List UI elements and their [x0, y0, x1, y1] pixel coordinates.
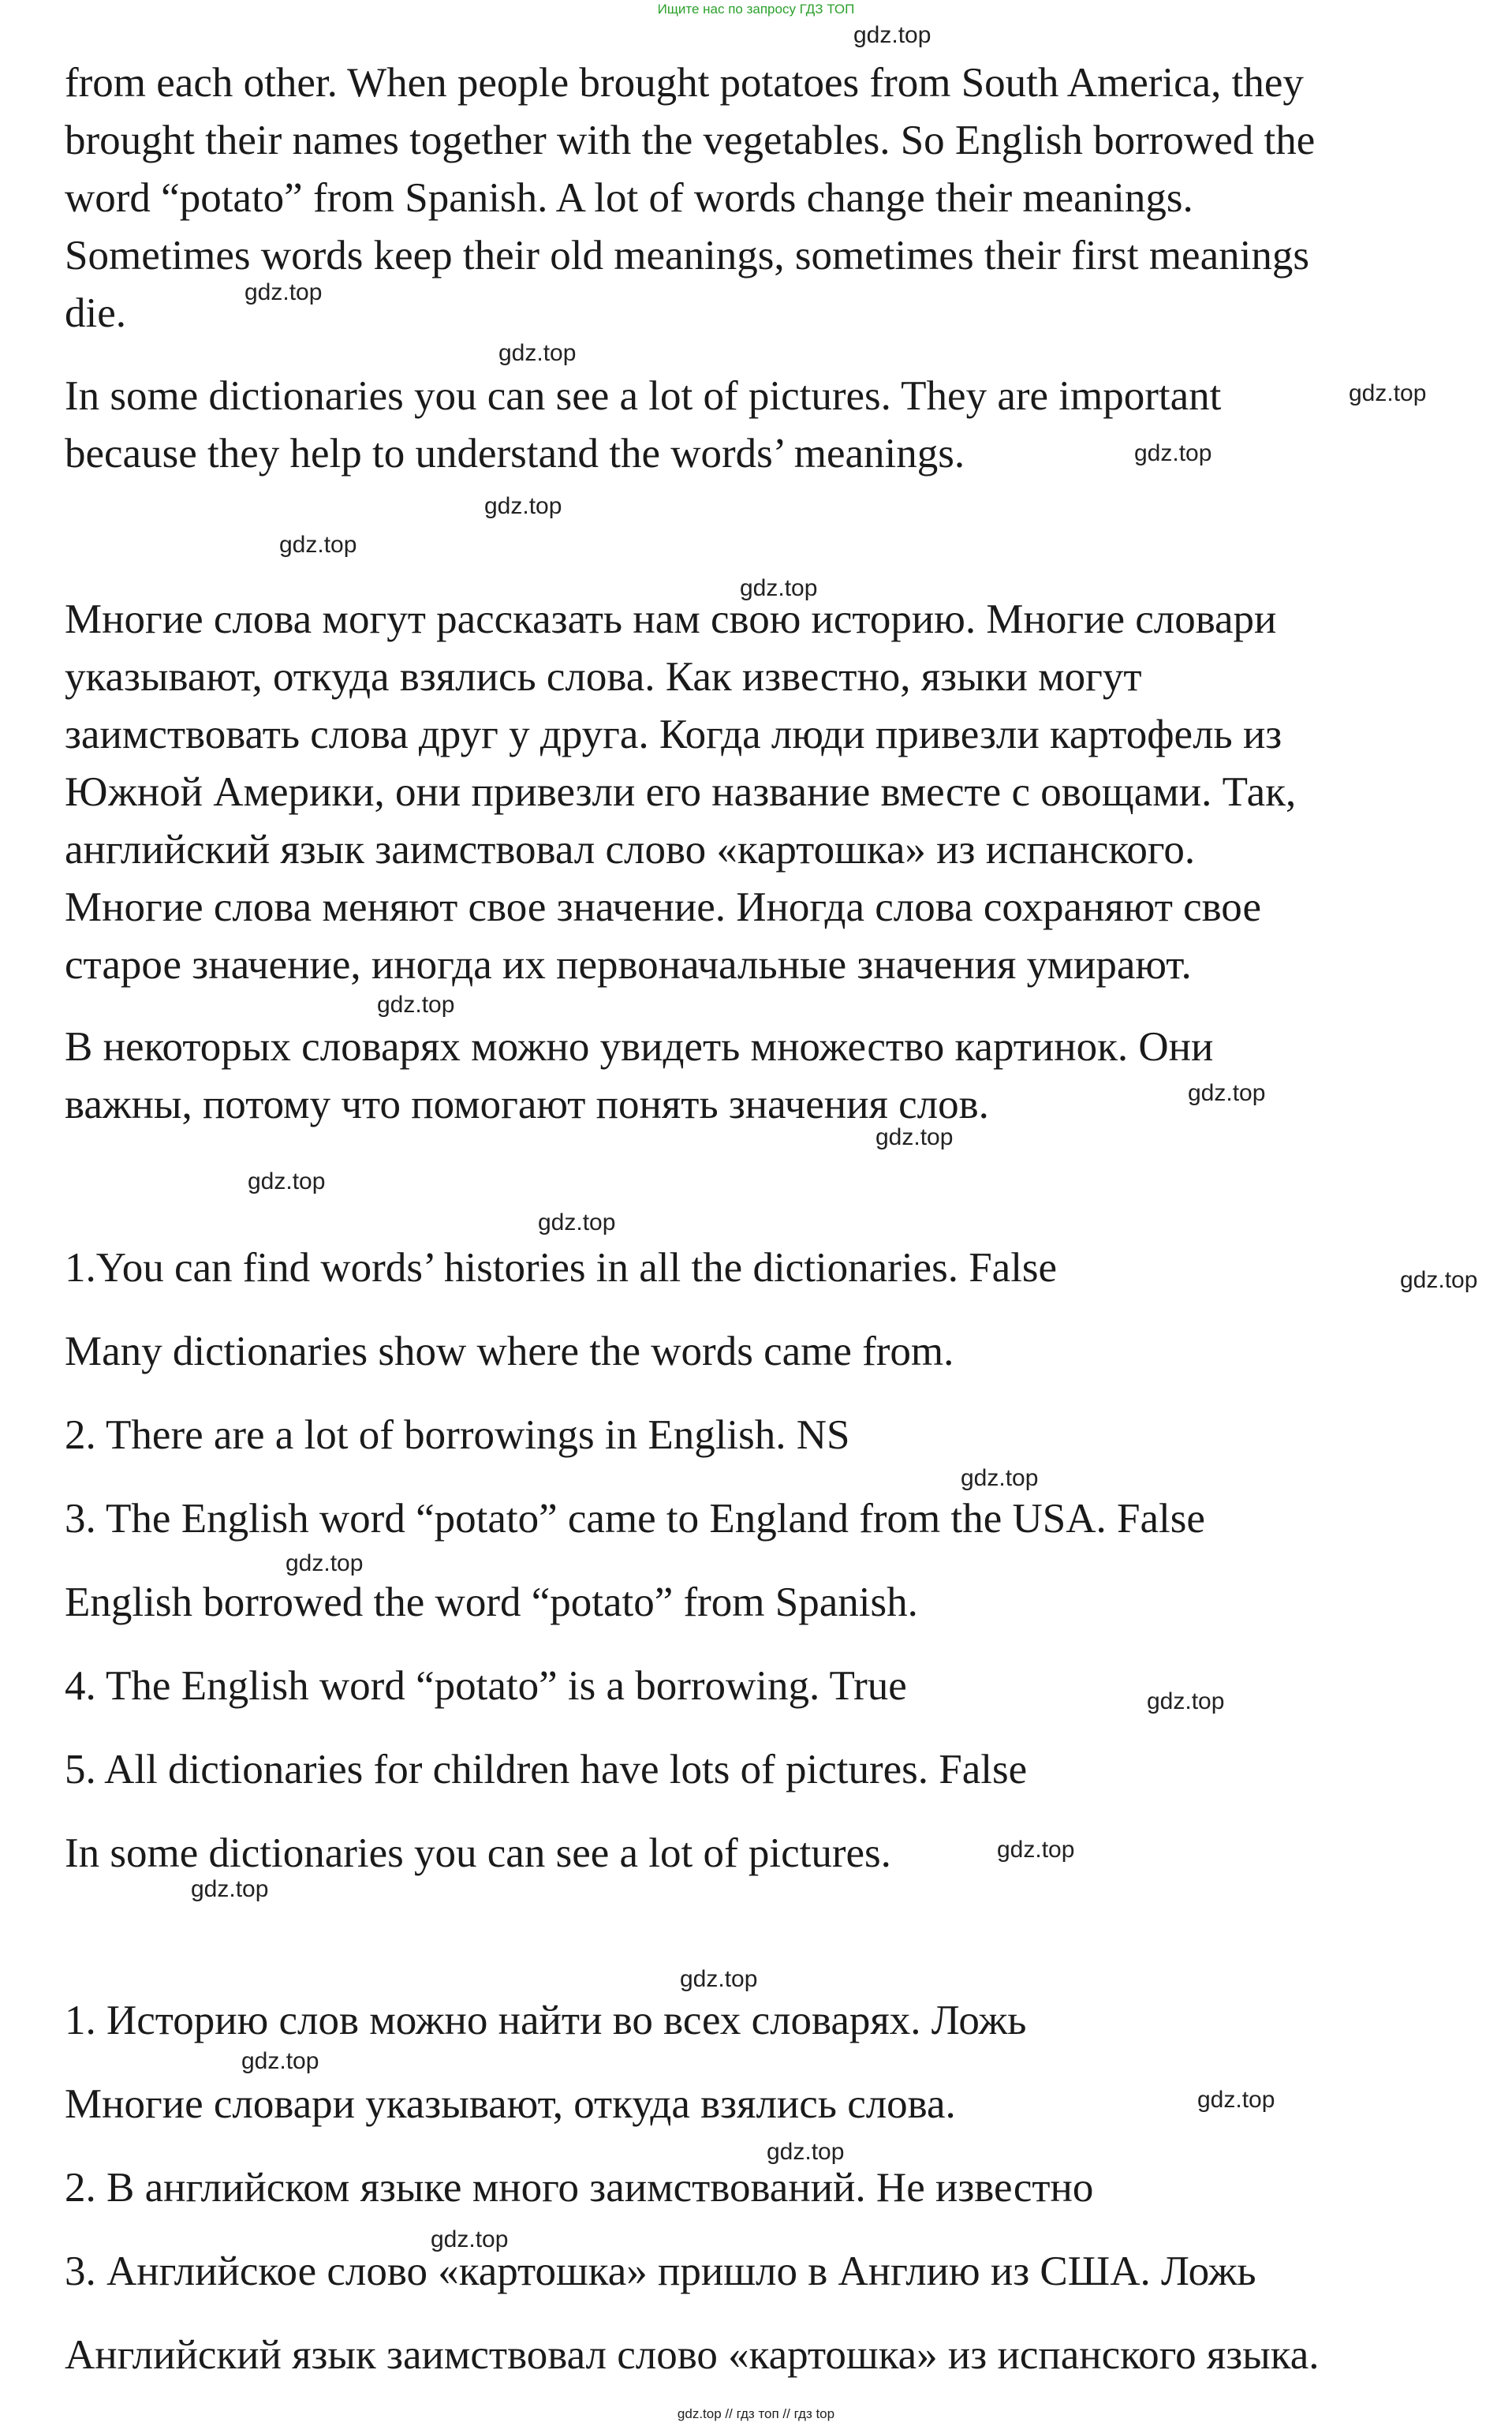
answer-en-line: In some dictionaries you can see a lot of pictures. [65, 1830, 891, 1876]
answer-en-line: English borrowed the word “potato” from Spanish. [65, 1579, 918, 1625]
watermark: gdz.top [961, 1465, 1039, 1491]
answer-en-line: 5. All dictionaries for children have lots of pictures. False [65, 1747, 1028, 1792]
answer-en-line: 1.You can find words’ histories in all the dictionaries. False [65, 1245, 1058, 1291]
watermark: gdz.top [1134, 440, 1212, 466]
russian-text-line: английский язык заимствовал слово «картошка» из испанского. [65, 827, 1196, 873]
watermark: gdz.top [538, 1209, 616, 1235]
watermark: gdz.top [875, 1124, 954, 1150]
watermark: gdz.top [279, 532, 357, 558]
watermark: gdz.top [997, 1837, 1075, 1863]
answer-ru-line: 3. Английское слово «картошка» пришло в Англию из США. Ложь [65, 2248, 1256, 2294]
answer-en-line: 2. There are a lot of borrowings in English. NS [65, 1412, 850, 1458]
english-text-line: from each other. When people brought potatoes from South America, they [65, 60, 1304, 106]
watermark: gdz.top [740, 575, 818, 601]
english-text-line: brought their names together with the vegetables. So English borrowed the [65, 118, 1316, 163]
english-text-line: Sometimes words keep their old meanings, sometimes their first meanings [65, 233, 1309, 278]
watermark: gdz.top [680, 1966, 758, 1992]
watermark: gdz.top [191, 1876, 269, 1902]
answer-ru-line: Многие словари указывают, откуда взялись слова. [65, 2081, 956, 2127]
watermark: gdz.top [431, 2226, 509, 2252]
watermark: gdz.top [245, 279, 323, 305]
answer-en-line: 3. The English word “potato” came to England from the USA. False [65, 1496, 1205, 1542]
russian-text-line: указывают, откуда взялись слова. Как известно, языки могут [65, 654, 1142, 700]
russian-text-line: В некоторых словарях можно увидеть множество картинок. Они [65, 1024, 1214, 1070]
russian-text-line: Многие слова меняют свое значение. Иногда слова сохраняют свое [65, 884, 1261, 930]
watermark: gdz.top [286, 1550, 364, 1576]
russian-text-line: важны, потому что помогают понять значения слов. [65, 1082, 989, 1127]
watermark: gdz.top [1188, 1080, 1266, 1106]
watermark: gdz.top [484, 493, 562, 519]
watermark: gdz.top [853, 22, 931, 48]
watermark: gdz.top [767, 2139, 845, 2165]
watermark: gdz.top [1197, 2087, 1275, 2113]
english-text-line: die. [65, 290, 126, 336]
russian-text-line: старое значение, иногда их первоначальные значения умирают. [65, 942, 1192, 988]
answer-ru-line: 1. Историю слов можно найти во всех словарях. Ложь [65, 1998, 1027, 2043]
answer-en-line: Many dictionaries show where the words came from. [65, 1329, 954, 1374]
english-text-line: word “potato” from Spanish. A lot of words change their meanings. [65, 175, 1193, 221]
answer-ru-line: Английский язык заимствовал слово «картошка» из испанского языка. [65, 2332, 1320, 2378]
watermark: gdz.top [377, 992, 455, 1018]
watermark: gdz.top [1400, 1267, 1478, 1293]
watermark: gdz.top [1147, 1688, 1225, 1714]
watermark: gdz.top [1349, 380, 1427, 406]
russian-text-line: Южной Америки, они привезли его название вместе с овощами. Так, [65, 769, 1297, 815]
russian-text-line: заимствовать слова друг у друга. Когда люди привезли картофель из [65, 712, 1282, 757]
watermark: gdz.top [248, 1168, 326, 1194]
answer-ru-line: 2. В английском языке много заимствований. Не известно [65, 2165, 1094, 2211]
russian-text-line: Многие слова могут рассказать нам свою историю. Многие словари [65, 596, 1277, 642]
watermark: gdz.top [241, 2048, 319, 2074]
english-text-line: because they help to understand the words’ meanings. [65, 431, 965, 477]
top-banner: Ищите нас по запросу ГДЗ ТОП [657, 2, 855, 17]
english-text-line: In some dictionaries you can see a lot of pictures. They are important [65, 373, 1222, 419]
watermark: gdz.top [498, 340, 577, 366]
bottom-banner: gdz.top // гдз топ // гдз top [677, 2406, 835, 2421]
answer-en-line: 4. The English word “potato” is a borrowing. True [65, 1663, 907, 1709]
